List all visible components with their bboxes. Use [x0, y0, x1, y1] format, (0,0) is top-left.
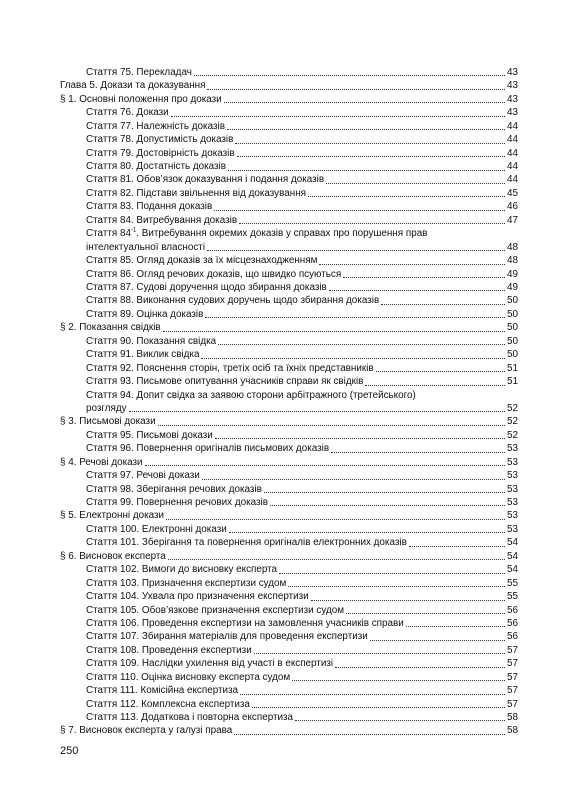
- toc-entry-page: 57: [507, 698, 518, 710]
- toc-entry-page: 52: [507, 429, 518, 441]
- toc-article-entry: [60, 308, 518, 321]
- toc-entry-page: 44: [507, 161, 518, 173]
- toc-entry-page: 50: [507, 308, 518, 320]
- dot-leader: [201, 357, 505, 359]
- dot-leader: [346, 612, 505, 614]
- toc-entry-page: 57: [507, 644, 518, 656]
- dot-leader: [227, 128, 505, 130]
- toc-entry-title: Стаття 110. Оцінка висновку експерта судом: [86, 671, 291, 683]
- dot-leader: [239, 222, 505, 224]
- dot-leader: [171, 115, 505, 117]
- toc-entry-page: 50: [507, 322, 518, 334]
- toc-entry-title: Стаття 112. Комплексна експертиза: [86, 698, 250, 710]
- dot-leader: [326, 182, 505, 184]
- toc-section-entry: [60, 321, 518, 334]
- toc-article-entry: [60, 536, 518, 549]
- toc-article-entry: [60, 120, 518, 133]
- dot-leader: [270, 504, 505, 506]
- toc-section-entry: [60, 550, 518, 563]
- toc-article-entry: [60, 684, 518, 697]
- toc-article-entry: [60, 563, 518, 576]
- toc-entry-title: Стаття 108. Проведення експертизи: [86, 644, 252, 656]
- toc-entry-page: 54: [507, 564, 518, 576]
- dot-leader: [292, 679, 505, 681]
- toc-entry-multiline: [60, 227, 518, 254]
- toc-article-entry: [60, 469, 518, 482]
- toc-section-entry: [60, 509, 518, 522]
- toc-entry-title: Стаття 106. Проведення експертизи на замовлення учасників справи: [86, 617, 404, 629]
- toc-entry-title: Стаття 95. Письмові докази: [86, 429, 213, 441]
- toc-entry-page: 54: [507, 537, 518, 549]
- toc-article-entry: [60, 187, 518, 200]
- toc-article-entry: [60, 657, 518, 670]
- toc-entry-title: Стаття 102. Вимоги до висновку експерта: [86, 564, 278, 576]
- toc-article-entry: [60, 630, 518, 643]
- toc-entry-title: Стаття 79. Достовірність доказів: [86, 147, 235, 159]
- toc-article-entry: [60, 362, 518, 375]
- toc-article-entry: [60, 617, 518, 630]
- toc-article-entry: [60, 442, 518, 455]
- toc-entry-page: 50: [507, 349, 518, 361]
- toc-entry-page: 55: [507, 577, 518, 589]
- toc-entry-page: 43: [507, 93, 518, 105]
- toc-entry-title: Стаття 103. Призначення експертизи судом: [86, 577, 287, 589]
- toc-section-entry: [60, 724, 518, 737]
- toc-article-entry: [60, 294, 518, 307]
- toc-entry-page: 50: [507, 295, 518, 307]
- dot-leader: [202, 478, 505, 480]
- toc-entry-page: 54: [507, 550, 518, 562]
- toc-entry-page: 52: [507, 416, 518, 428]
- toc-entry-page: 51: [507, 362, 518, 374]
- toc-entry-title: § 5. Електронні докази: [60, 510, 165, 522]
- toc-entry-title: Стаття 100. Електронні докази: [86, 523, 227, 535]
- toc-entry-page: 52: [507, 402, 518, 414]
- dot-leader: [331, 451, 505, 453]
- dot-leader: [365, 384, 505, 386]
- dot-leader: [311, 599, 505, 601]
- toc-entry-page: 53: [507, 483, 518, 495]
- dot-leader: [279, 572, 505, 574]
- toc-entry-page: 49: [507, 282, 518, 293]
- toc-entry-page: 44: [507, 174, 518, 186]
- toc-entry-title: Стаття 77. Належність доказів: [86, 120, 225, 132]
- dot-leader: [234, 733, 505, 735]
- toc-entry-title: Стаття $84^{-1}$. Витребування окремих доказів у справах про порушення прав: [86, 227, 428, 240]
- toc-article-entry: [60, 106, 518, 119]
- toc-section-entry: [60, 456, 518, 469]
- toc-entry-page: 51: [507, 376, 518, 388]
- toc-entry-title: Стаття 82. Підстави звільнення від доказування: [86, 187, 306, 199]
- dot-leader: [207, 249, 505, 251]
- toc-article-entry: [60, 133, 518, 146]
- dot-leader: [235, 142, 505, 144]
- toc-article-entry: [60, 711, 518, 724]
- toc-entry-page: 43: [507, 66, 518, 78]
- toc-entry-title: Стаття 78. Допустимість доказів: [86, 134, 234, 146]
- toc-entry-title: Стаття 93. Письмове опитування учасників справи як свідків: [86, 376, 364, 388]
- toc-article-entry: [60, 160, 518, 173]
- dot-leader: [129, 410, 505, 412]
- dot-leader: [319, 263, 505, 265]
- dot-leader: [409, 545, 505, 547]
- toc-entry-multiline: [60, 389, 518, 416]
- toc-entry-title-continued: розгляду: [86, 402, 127, 414]
- toc-article-entry: [60, 698, 518, 711]
- dot-leader: [381, 303, 505, 305]
- dot-leader: [228, 169, 505, 171]
- toc-entry-title: Стаття 75. Перекладач: [86, 66, 192, 78]
- toc-entry-title: § 4. Речові докази: [60, 456, 143, 468]
- toc-entry-page: 56: [507, 631, 518, 643]
- toc-article-entry: [60, 174, 518, 187]
- dot-leader: [288, 585, 505, 587]
- dot-leader: [254, 652, 505, 654]
- toc-article-entry: [60, 523, 518, 536]
- toc-entry-title: Стаття 109. Наслідки ухилення від участі в експертизі: [86, 658, 334, 670]
- dot-leader: [376, 370, 505, 372]
- toc-entry-title: Стаття 96. Повернення оригіналів письмових доказів: [86, 443, 330, 455]
- toc-entry-title: § 7. Висновок експерта у галузі права: [60, 725, 233, 737]
- toc-entry-title: Стаття 104. Ухвала про призначення експертизи: [86, 591, 309, 603]
- toc-entry-page: 43: [507, 107, 518, 119]
- dot-leader: [194, 74, 505, 76]
- dot-leader: [158, 424, 505, 426]
- toc-article-entry: [60, 496, 518, 509]
- dot-leader: [237, 155, 505, 157]
- toc-entry-page: 53: [507, 456, 518, 468]
- toc-entry-title-continued: інтелектуальної власності: [86, 241, 206, 253]
- dot-leader: [163, 330, 505, 332]
- dot-leader: [207, 88, 505, 90]
- toc-entry-title: Стаття 91. Виклик свідка: [86, 349, 200, 361]
- toc-article-entry: [60, 429, 518, 442]
- toc-article-entry: [60, 375, 518, 388]
- dot-leader: [308, 195, 505, 197]
- page-number: 250: [60, 745, 79, 757]
- toc-entry-title: Глава 5. Докази та доказування: [60, 80, 206, 92]
- dot-leader: [370, 639, 505, 641]
- toc-entry-page: 49: [507, 268, 518, 280]
- dot-leader: [252, 706, 505, 708]
- toc-entry-title: Стаття 97. Речові докази: [86, 470, 200, 482]
- toc-article-entry: [60, 604, 518, 617]
- table-of-contents: [60, 66, 518, 738]
- toc-entry-page: 48: [507, 255, 518, 267]
- toc-entry-page: 50: [507, 335, 518, 347]
- toc-entry-title: § 1. Основні положення про докази: [60, 93, 222, 105]
- dot-leader: [264, 491, 505, 493]
- toc-entry-page: 58: [507, 725, 518, 737]
- dot-leader: [168, 558, 505, 560]
- toc-entry-page: 48: [507, 241, 518, 253]
- toc-entry-title: Стаття 87. Судові доручення щодо збирання доказів: [86, 282, 327, 293]
- toc-section-entry: [60, 79, 518, 92]
- dot-leader: [145, 464, 505, 466]
- toc-entry-title: § 6. Висновок експерта: [60, 550, 166, 562]
- toc-entry-page: 53: [507, 510, 518, 522]
- toc-entry-page: 56: [507, 617, 518, 629]
- toc-entry-title: Стаття 88. Виконання судових доручень щодо збирання доказів: [86, 295, 380, 307]
- toc-entry-page: 53: [507, 443, 518, 455]
- toc-entry-title: Стаття 92. Пояснення сторін, третіх осіб та їхніх представників: [86, 362, 374, 374]
- toc-entry-title: Стаття 84. Витребування доказів: [86, 214, 238, 226]
- toc-entry-page: 53: [507, 470, 518, 482]
- toc-entry-page: 44: [507, 120, 518, 132]
- dot-leader: [229, 531, 505, 533]
- toc-entry-page: 58: [507, 712, 518, 724]
- toc-entry-title: Стаття 113. Додаткова і повторна експертиза: [86, 712, 294, 724]
- toc-entry-title: § 2. Показання свідків: [60, 322, 161, 334]
- toc-article-entry: [60, 281, 518, 294]
- toc-entry-title: Стаття 98. Зберігання речових доказів: [86, 483, 262, 495]
- dot-leader: [295, 719, 505, 721]
- dot-leader: [335, 666, 505, 668]
- dot-leader: [329, 289, 505, 291]
- toc-article-entry: [60, 66, 518, 79]
- toc-entry-page: 53: [507, 523, 518, 535]
- toc-entry-title: Стаття 89. Оцінка доказів: [86, 308, 204, 320]
- dot-leader: [240, 693, 505, 695]
- toc-entry-title: Стаття 83. Подання доказів: [86, 201, 213, 213]
- toc-entry-title: Стаття 80. Достатність доказів: [86, 161, 226, 173]
- toc-entry-page: 44: [507, 134, 518, 146]
- toc-article-entry: [60, 483, 518, 496]
- toc-article-entry: [60, 644, 518, 657]
- toc-entry-page: 57: [507, 685, 518, 697]
- dot-leader: [218, 343, 505, 345]
- dot-leader: [224, 101, 505, 103]
- dot-leader: [166, 518, 505, 520]
- toc-entry-page: 55: [507, 591, 518, 603]
- dot-leader: [343, 276, 505, 278]
- toc-article-entry: [60, 577, 518, 590]
- toc-entry-title: Стаття 90. Показання свідка: [86, 335, 217, 347]
- toc-entry-page: 57: [507, 671, 518, 683]
- dot-leader: [214, 209, 505, 211]
- toc-section-entry: [60, 93, 518, 106]
- toc-article-entry: [60, 590, 518, 603]
- toc-entry-page: 43: [507, 80, 518, 92]
- toc-article-entry: [60, 200, 518, 213]
- toc-section-entry: [60, 415, 518, 428]
- toc-entry-title: Стаття 111. Комісійна експертиза: [86, 685, 239, 697]
- toc-entry-page: 45: [507, 187, 518, 199]
- dot-leader: [215, 437, 505, 439]
- toc-entry-title: Стаття 99. Повернення речових доказів: [86, 497, 268, 509]
- toc-entry-page: 47: [507, 214, 518, 226]
- toc-entry-title: Стаття 101. Зберігання та повернення оригіналів електронних доказів: [86, 537, 407, 549]
- toc-entry-title: Стаття 86. Огляд речових доказів, що швидко псуються: [86, 268, 342, 280]
- toc-article-entry: [60, 348, 518, 361]
- toc-entry-page: 53: [507, 497, 518, 509]
- toc-article-entry: [60, 268, 518, 281]
- toc-article-entry: [60, 214, 518, 227]
- toc-entry-title: Стаття 81. Обов’язок доказування і подання доказів: [86, 174, 325, 186]
- dot-leader: [205, 316, 505, 318]
- toc-entry-page: 56: [507, 604, 518, 616]
- toc-entry-title: Стаття 105. Обов’язкове призначення експертизи судом: [86, 604, 344, 616]
- toc-entry-title: Стаття 107. Збирання матеріалів для проведення експертизи: [86, 631, 368, 643]
- toc-entry-page: 57: [507, 658, 518, 670]
- toc-entry-title: § 3. Письмові докази: [60, 416, 156, 428]
- toc-entry-title: Стаття 76. Докази: [86, 107, 169, 119]
- toc-entry-title: Стаття 85. Огляд доказів за їх місцезнаходженням: [86, 255, 318, 267]
- dot-leader: [406, 625, 505, 627]
- toc-entry-title: Стаття 94. Допит свідка за заявою сторони арбітражного (третейського): [86, 389, 416, 401]
- toc-article-entry: [60, 147, 518, 160]
- toc-entry-page: 46: [507, 201, 518, 213]
- toc-entry-page: 44: [507, 147, 518, 159]
- toc-article-entry: [60, 335, 518, 348]
- toc-article-entry: [60, 254, 518, 267]
- toc-article-entry: [60, 671, 518, 684]
